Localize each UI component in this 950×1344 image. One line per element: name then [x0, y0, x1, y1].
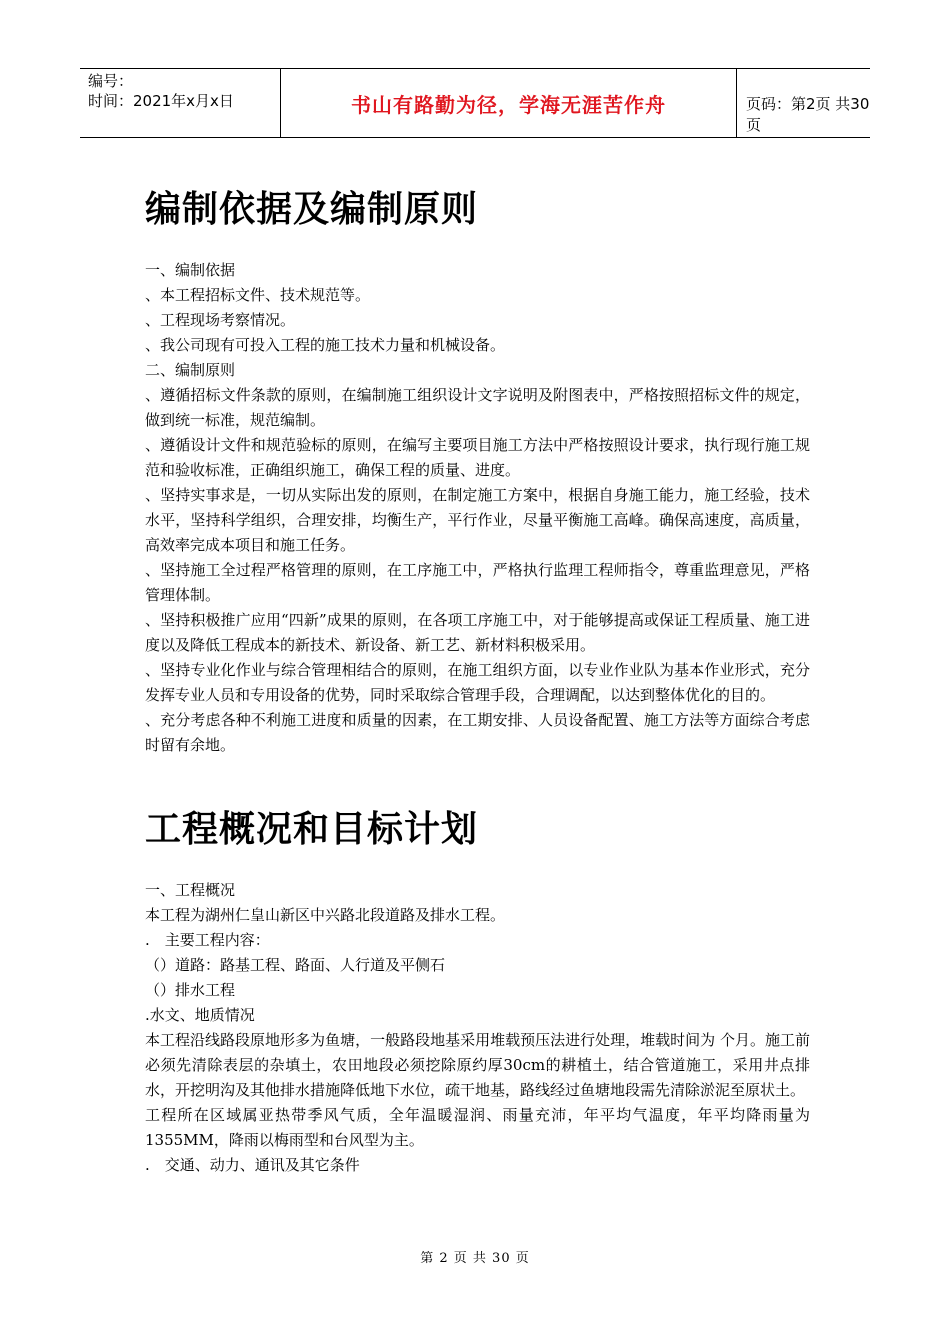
paragraph: 一、编制依据	[145, 261, 236, 279]
paragraph: 、坚持施工全过程严格管理的原则，在工序施工中，严格执行监理工程师指令，尊重监理意见，严格管理体制。	[145, 561, 810, 604]
paragraph: 二、编制原则	[145, 361, 236, 379]
paragraph: 本工程为湖州仁皇山新区中兴路北段道路及排水工程。	[145, 906, 506, 924]
paragraph: 、我公司现有可投入工程的施工技术力量和机械设备。	[145, 336, 506, 354]
section2-title: 工程概况和目标计划	[145, 809, 479, 850]
paragraph: . 主要工程内容：	[145, 931, 270, 949]
document-body	[145, 180, 810, 1178]
header-page-label: 页码：第2页 共30页	[746, 95, 870, 134]
paragraph: 、遵循设计文件和规范验标的原则，在编写主要项目施工方法中严格按照设计要求，执行现行施工规范和验收标准，正确组织施工，确保工程的质量、进度。	[145, 436, 810, 479]
header-meta	[88, 71, 234, 111]
number-label: 编号：	[88, 72, 134, 90]
section2-body	[145, 878, 810, 1178]
paragraph: .水文、地质情况	[145, 1006, 255, 1024]
paragraph: 、坚持专业化作业与综合管理相结合的原则，在施工组织方面，以专业作业队为基本作业形式，充分发挥专业人员和专用设备的优势，同时采取综合管理手段，合理调配，以达到整体优化的目的。	[145, 661, 810, 704]
page-header	[80, 68, 870, 138]
paragraph: （）排水工程	[145, 981, 236, 999]
section1-title: 编制依据及编制原则	[145, 189, 479, 230]
paragraph: 一、工程概况	[145, 881, 236, 899]
paragraph: 、坚持积极推广应用“四新”成果的原则，在各项工序施工中，对于能够提高或保证工程质量、施工进度以及降低工程成本的新技术、新设备、新工艺、新材料积极采用。	[145, 611, 810, 654]
paragraph: 、充分考虑各种不利施工进度和质量的因素，在工期安排、人员设备配置、施工方法等方面综合考虑时留有余地。	[145, 711, 810, 754]
paragraph: 、遵循招标文件条款的原则，在编制施工组织设计文字说明及附图表中，严格按照招标文件的规定，做到统一标准，规范编制。	[145, 386, 810, 429]
section1-body	[145, 258, 810, 758]
paragraph: 、工程现场考察情况。	[145, 311, 296, 329]
paragraph: . 交通、动力、通讯及其它条件	[145, 1156, 360, 1174]
time-label: 时间：2021年x月x日	[88, 92, 234, 110]
paragraph: 工程所在区域属亚热带季风气质，全年温暖湿润、雨量充沛，年平均气温度，年平均降雨量为1355MM，降雨以梅雨型和台风型为主。	[145, 1106, 810, 1149]
paragraph: 、坚持实事求是，一切从实际出发的原则，在制定施工方案中，根据自身施工能力，施工经验，技术水平，坚持科学组织，合理安排，均衡生产，平行作业，尽量平衡施工高峰。确保高速度，高质量，高效率完成本项目和施工任务。	[145, 486, 810, 554]
paragraph: （）道路：路基工程、路面、人行道及平侧石	[145, 956, 446, 974]
paragraph: 、本工程招标文件、技术规范等。	[145, 286, 371, 304]
paragraph: 本工程沿线路段原地形多为鱼塘，一般路段地基采用堆载预压法进行处理，堆载时间为 个月。施工前必须先清除表层的杂填土，农田地段必须挖除原约厚30cm的耕植土，结合管道施工，采用井点排水，开挖明沟及其他排水措施降低地下水位，疏干地基，路线经过鱼塘地段需先清除淤泥至原状土。	[145, 1031, 810, 1099]
header-motto: 书山有路勤为径，学海无涯苦作舟	[280, 69, 737, 137]
page-footer: 第 2 页 共 30 页	[420, 1251, 530, 1266]
